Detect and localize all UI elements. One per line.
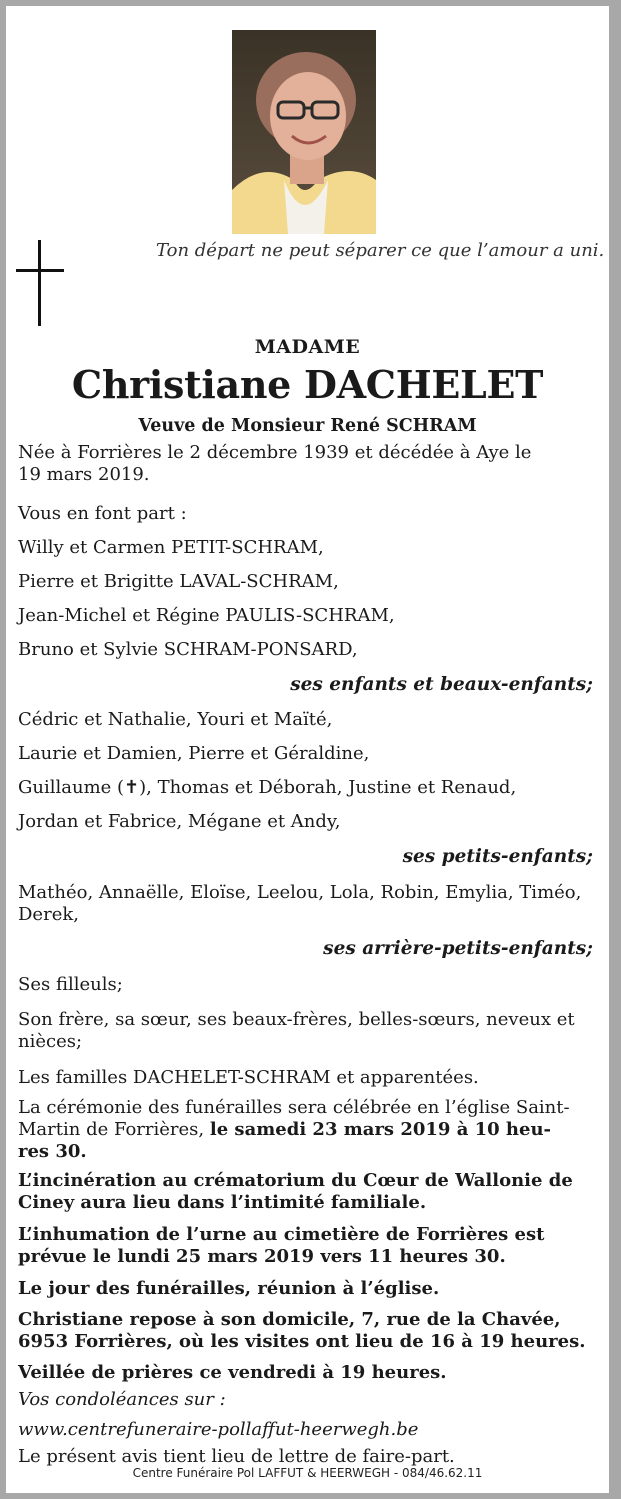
obituary-card [6,6,609,1493]
cross-icon [16,240,64,326]
vigil-line: Veillée de prières ce vendredi à 19 heures. [18,1362,447,1383]
family-line: Jordan et Fabrice, Mégane et Andy, [18,811,341,832]
portrait-photo [232,30,376,234]
family-line: Son frère, sa sœur, ses beaux-frères, belles-sœurs, neveux et [18,1009,575,1030]
cremation-line: L’incinération au crématorium du Cœur de Wallonie de [18,1170,573,1191]
family-line: Mathéo, Annaëlle, Eloïse, Leelou, Lola, Robin, Emylia, Timéo, [18,882,582,903]
family-line: Laurie et Damien, Pierre et Géraldine, [18,743,370,764]
widow-line: Veuve de Monsieur René SCHRAM [138,416,477,436]
burial-line: prévue le lundi 25 mars 2019 vers 11 heures 30. [18,1246,506,1267]
family-line: Derek, [18,904,79,925]
website-link[interactable]: www.centrefuneraire-pollaffut-heerwegh.be [18,1419,419,1440]
birth-line: Née à Forrières le 2 décembre 1939 et décédée à Aye le [18,442,532,463]
family-line: Jean-Michel et Régine PAULIS-SCHRAM, [18,605,395,626]
family-line: Guillaume (✝), Thomas et Déborah, Justine et Renaud, [18,777,517,798]
family-line: nièces; [18,1031,83,1052]
intro-line: Vous en font part : [18,503,187,524]
condolences-line: Vos condoléances sur : [18,1389,226,1410]
ceremony-line: Martin de Forrières, le samedi 23 mars 2019 à 10 heu- [18,1119,552,1140]
notice-line: Le présent avis tient lieu de lettre de faire-part. [18,1446,455,1467]
epitaph-quote: Ton départ ne peut séparer ce que l’amour a uni. [156,240,605,261]
relation-label: ses arrière-petits-enfants; [323,938,593,959]
family-line: Cédric et Nathalie, Youri et Maïté, [18,709,333,730]
meeting-line: Le jour des funérailles, réunion à l’église. [18,1278,440,1299]
ceremony-line: La cérémonie des funérailles sera célébrée en l’église Saint- [18,1097,570,1118]
family-line: Pierre et Brigitte LAVAL-SCHRAM, [18,571,339,592]
cremation-line: Ciney aura lieu dans l’intimité familiale. [18,1192,427,1213]
relation-label: ses enfants et beaux-enfants; [290,674,593,695]
family-line: Les familles DACHELET-SCHRAM et apparentées. [18,1067,479,1088]
family-line: Ses filleuls; [18,974,123,995]
birth-line: 19 mars 2019. [18,464,150,485]
honorific: MADAME [254,336,361,358]
rest-line: Christiane repose à son domicile, 7, rue de la Chavée, [18,1309,561,1330]
rest-line: 6953 Forrières, où les visites ont lieu de 16 à 19 heures. [18,1331,586,1352]
deceased-name: Christiane DACHELET [71,362,544,407]
family-line: Bruno et Sylvie SCHRAM-PONSARD, [18,639,358,660]
burial-line: L’inhumation de l’urne au cimetière de Forrières est [18,1224,545,1245]
funeral-home-footer: Centre Funéraire Pol LAFFUT & HEERWEGH - 084/46.62.11 [132,1466,483,1480]
ceremony-line: res 30. [18,1141,87,1162]
family-line: Willy et Carmen PETIT-SCHRAM, [18,537,324,558]
relation-label: ses petits-enfants; [402,846,593,867]
